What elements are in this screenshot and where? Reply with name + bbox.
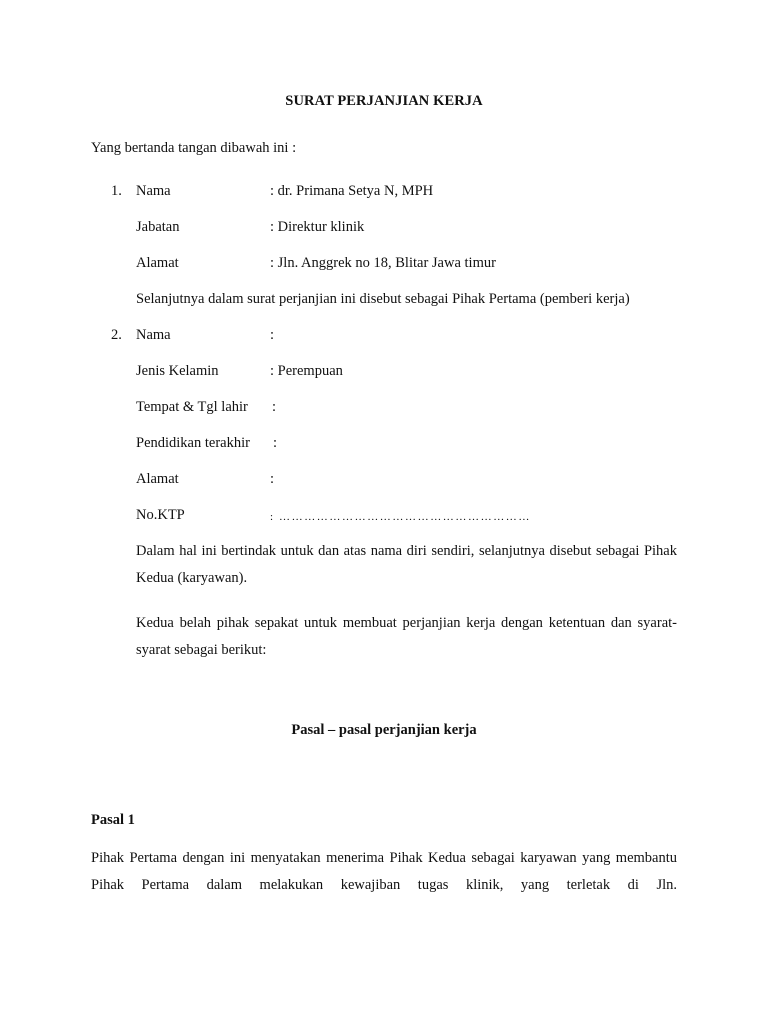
party2-label-pendidikan: Pendidikan terakhir bbox=[136, 435, 250, 451]
intro-text: Yang bertanda tangan dibawah ini : bbox=[91, 140, 297, 156]
party1-value-alamat: : Jln. Anggrek no 18, Blitar Jawa timur bbox=[270, 255, 496, 271]
party1-value-nama: : dr. Primana Setya N, MPH bbox=[270, 183, 434, 199]
party2-number: 2. bbox=[111, 327, 122, 343]
party1-label-nama: Nama bbox=[136, 183, 171, 199]
agreement-text: Kedua belah pihak sepakat untuk membuat perjanjian kerja dengan ketentuan dan syarat-syarat sebagai berikut: bbox=[136, 615, 677, 658]
party2-label-no-ktp: No.KTP bbox=[136, 507, 185, 523]
party1-label-alamat: Alamat bbox=[136, 255, 179, 271]
section-title: Pasal – pasal perjanjian kerja bbox=[291, 722, 477, 738]
party2-value-jenis-kelamin: : Perempuan bbox=[270, 363, 343, 379]
pasal1-heading: Pasal 1 bbox=[91, 812, 135, 828]
party2-value-nama: : bbox=[270, 327, 275, 343]
party2-label-jenis-kelamin: Jenis Kelamin bbox=[136, 363, 219, 379]
party2-value-pendidikan: : bbox=[273, 435, 278, 451]
party2-label-alamat: Alamat bbox=[136, 471, 179, 487]
party2-value-no-ktp: : …………………………………………………… bbox=[270, 511, 532, 523]
party2-label-tempat-tgl-lahir: Tempat & Tgl lahir bbox=[136, 399, 248, 415]
party1-number: 1. bbox=[111, 183, 122, 199]
party2-value-alamat: : bbox=[270, 471, 275, 487]
document-title: SURAT PERJANJIAN KERJA bbox=[285, 93, 483, 109]
party2-value-tempat-tgl-lahir: : bbox=[272, 399, 277, 415]
party1-value-jabatan: : Direktur klinik bbox=[270, 219, 365, 235]
party1-label-jabatan: Jabatan bbox=[136, 219, 180, 235]
party1-note: Selanjutnya dalam surat perjanjian ini disebut sebagai Pihak Pertama (pemberi kerja) bbox=[136, 291, 630, 307]
party2-note: Dalam hal ini bertindak untuk dan atas nama diri sendiri, selanjutnya disebut sebagai Pihak Kedua (karyawan). bbox=[136, 543, 677, 586]
party2-label-nama: Nama bbox=[136, 327, 171, 343]
pasal1-text: Pihak Pertama dengan ini menyatakan menerima Pihak Kedua sebagai karyawan yang membantu Pihak Pertama dalam melakukan kewajiban tugas klinik, yang terletak di Jln. bbox=[91, 850, 677, 893]
